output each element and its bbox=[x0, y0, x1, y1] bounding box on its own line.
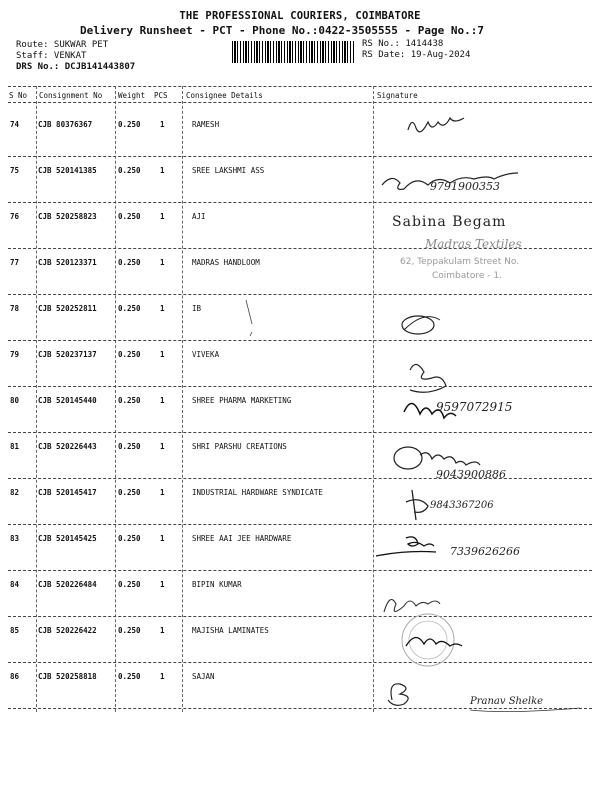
signature-83 bbox=[376, 537, 436, 556]
stamp-line2-77: Coimbatore - 1. bbox=[432, 271, 502, 281]
cell-sno: 83 bbox=[10, 534, 20, 543]
cell-sno: 79 bbox=[10, 350, 20, 359]
cell-pcs: 1 bbox=[160, 580, 165, 589]
cell-consignee: SHRI PARSHU CREATIONS bbox=[192, 442, 287, 451]
cell-consignment: CJB 520237137 bbox=[38, 350, 97, 359]
cell-consignee: BIPIN KUMAR bbox=[192, 580, 242, 589]
cell-sno: 82 bbox=[10, 488, 20, 497]
cell-sno: 78 bbox=[10, 304, 20, 313]
company-title: THE PROFESSIONAL COURIERS, COIMBATORE bbox=[179, 10, 421, 22]
cell-pcs: 1 bbox=[160, 120, 165, 129]
cell-pcs: 1 bbox=[160, 212, 165, 221]
cell-consignee: IB bbox=[192, 304, 202, 313]
cell-weight: 0.250 bbox=[118, 442, 141, 451]
cell-weight: 0.250 bbox=[118, 304, 141, 313]
cell-consignment: CJB 520123371 bbox=[38, 258, 97, 267]
cell-sno: 80 bbox=[10, 396, 20, 405]
cell-consignment: CJB 520145425 bbox=[38, 534, 97, 543]
signature-78 bbox=[402, 316, 434, 334]
cell-consignee: SHREE AAI JEE HARDWARE bbox=[192, 534, 292, 543]
cell-consignment: CJB 520141385 bbox=[38, 166, 97, 175]
cell-sno: 86 bbox=[10, 672, 20, 681]
handwritten-phone-80: 9597072915 bbox=[436, 400, 513, 414]
cell-consignment: CJB 520258823 bbox=[38, 212, 97, 221]
cell-consignee: AJI bbox=[192, 212, 206, 221]
cell-consignee: RAMESH bbox=[192, 120, 220, 129]
signature-79 bbox=[410, 364, 446, 392]
cell-weight: 0.250 bbox=[118, 350, 141, 359]
cell-weight: 0.250 bbox=[118, 488, 141, 497]
handwritten-phone-81: 9043900886 bbox=[436, 468, 506, 481]
footer-signature: Pranav Shelke bbox=[470, 696, 544, 707]
cell-consignment: CJB 520145417 bbox=[38, 488, 97, 497]
handwritten-phone-82: 9843367206 bbox=[430, 500, 494, 511]
signature-86 bbox=[388, 684, 408, 706]
cell-pcs: 1 bbox=[160, 304, 165, 313]
handwritten-name-76: Sabina Begam bbox=[392, 214, 507, 230]
runsheet-title: Delivery Runsheet - PCT - Phone No.:0422-3505555 - Page No.:7 bbox=[80, 24, 484, 37]
drs-number: DRS No.: DCJB141443807 bbox=[16, 62, 136, 72]
signature-84 bbox=[384, 600, 440, 613]
col-weight: Weight bbox=[118, 91, 146, 100]
cell-sno: 75 bbox=[10, 166, 20, 175]
cell-sno: 84 bbox=[10, 580, 20, 589]
cell-sno: 77 bbox=[10, 258, 20, 267]
cell-consignee: MADRAS HANDLOOM bbox=[192, 258, 260, 267]
cell-consignee: SHREE PHARMA MARKETING bbox=[192, 396, 292, 405]
cell-weight: 0.250 bbox=[118, 534, 141, 543]
route-label: Route: SUKWAR PET bbox=[16, 40, 109, 50]
cell-weight: 0.250 bbox=[118, 626, 141, 635]
handwritten-phone-83: 7339626266 bbox=[450, 545, 520, 558]
cell-consignment: CJB 80376367 bbox=[38, 120, 93, 129]
signature-82 bbox=[406, 490, 428, 520]
cell-sno: 85 bbox=[10, 626, 20, 635]
cell-consignee: SAJAN bbox=[192, 672, 215, 681]
cell-weight: 0.250 bbox=[118, 166, 141, 175]
cell-consignee: SREE LAKSHMI ASS bbox=[192, 166, 265, 175]
cell-consignee: INDUSTRIAL HARDWARE SYNDICATE bbox=[192, 488, 323, 497]
col-consignment: Consignment No bbox=[39, 91, 103, 100]
cell-weight: 0.250 bbox=[118, 580, 141, 589]
signature-81 bbox=[394, 447, 422, 469]
col-sno: S No bbox=[9, 91, 28, 100]
cell-pcs: 1 bbox=[160, 672, 165, 681]
cell-weight: 0.250 bbox=[118, 120, 141, 129]
col-signature: Signature bbox=[377, 91, 418, 100]
cell-consignee: MAJISHA LAMINATES bbox=[192, 626, 269, 635]
cell-pcs: 1 bbox=[160, 626, 165, 635]
cell-pcs: 1 bbox=[160, 396, 165, 405]
signature-74 bbox=[408, 118, 464, 132]
cell-sno: 74 bbox=[10, 120, 20, 129]
col-pcs: PCS bbox=[154, 91, 168, 100]
col-consignee: Consignee Details bbox=[186, 91, 263, 100]
cell-consignment: CJB 520145440 bbox=[38, 396, 97, 405]
cell-pcs: 1 bbox=[160, 258, 165, 267]
cell-consignment: CJB 520226422 bbox=[38, 626, 97, 635]
cell-consignment: CJB 520258818 bbox=[38, 672, 97, 681]
staff-label: Staff: VENKAT bbox=[16, 51, 87, 61]
cell-pcs: 1 bbox=[160, 166, 165, 175]
stamp-name-77: Madras Textiles bbox=[425, 237, 522, 251]
cell-weight: 0.250 bbox=[118, 396, 141, 405]
cell-pcs: 1 bbox=[160, 442, 165, 451]
cell-consignment: CJB 520252811 bbox=[38, 304, 97, 313]
rs-date: RS Date: 19-Aug-2024 bbox=[362, 50, 471, 60]
cell-consignee: VIVEKA bbox=[192, 350, 220, 359]
rs-number: RS No.: 1414438 bbox=[362, 39, 444, 49]
stamp-line1-77: 62, Teppakulam Street No. bbox=[400, 257, 520, 267]
cell-pcs: 1 bbox=[160, 534, 165, 543]
cell-consignment: CJB 520226484 bbox=[38, 580, 97, 589]
cell-weight: 0.250 bbox=[118, 672, 141, 681]
cell-sno: 76 bbox=[10, 212, 20, 221]
cell-pcs: 1 bbox=[160, 488, 165, 497]
handwritten-phone-75: 9791900353 bbox=[430, 180, 500, 193]
cell-consignment: CJB 520226443 bbox=[38, 442, 97, 451]
cell-pcs: 1 bbox=[160, 350, 165, 359]
cell-weight: 0.250 bbox=[118, 212, 141, 221]
cell-sno: 81 bbox=[10, 442, 20, 451]
cell-weight: 0.250 bbox=[118, 258, 141, 267]
